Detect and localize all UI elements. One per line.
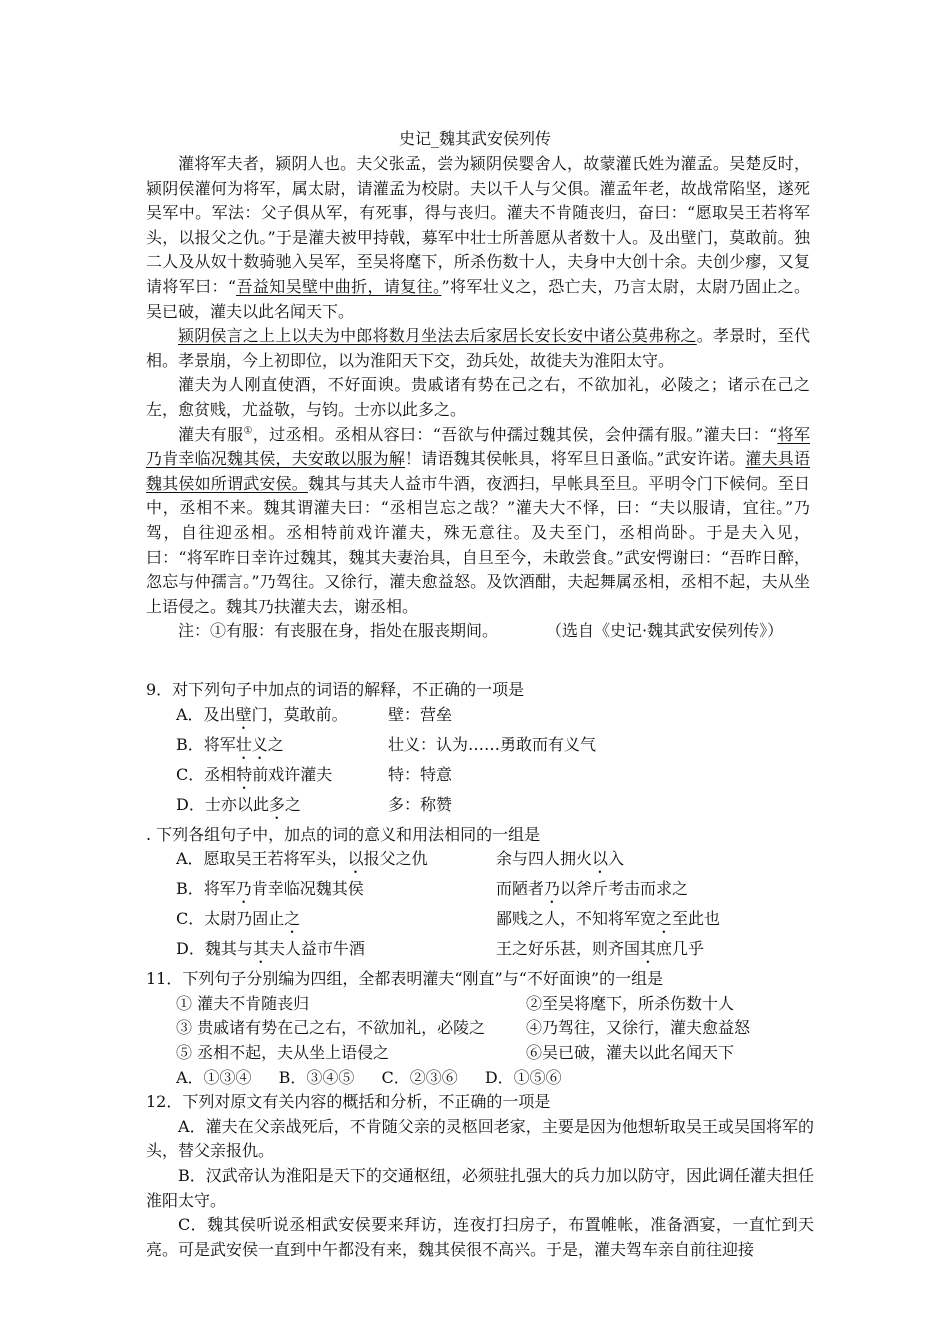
dotted-word: 以: [592, 849, 609, 869]
question-10-option-d: D．魏其与其夫人益市牛酒 王之好乐甚，则齐国其庶几乎: [176, 939, 705, 959]
underlined-sentence: 颍阴侯言之上上以夫为中郎将数月坐法去后家居长安长安中诸公莫弗称之: [178, 326, 697, 346]
questions: [146, 678, 814, 1262]
underlined-sentence: 吾益知吴壁中曲折，请复往。: [236, 276, 442, 296]
question-11-row-2: [146, 1016, 814, 1041]
underlined-sentence: 灌夫具语魏其侯如所谓武安侯。: [146, 449, 810, 493]
question-12-option-b: B．汉武帝认为淮阳是天下的交通枢纽，必须驻扎强大的兵力加以防守，因此调任灌夫担任淮阳太守。: [146, 1165, 814, 1210]
question-11-row-1: [146, 992, 814, 1017]
passage-paragraph-2: 颍阴侯言之上上以夫为中郎将数月坐法去后家居长安长安中诸公莫弗称之。孝景时，至代相。孝景崩，今上初即位，以为淮阳天下交，劲兵处，故徙夫为淮阳太守。: [146, 326, 810, 370]
question-9-option-a: A．及出壁门，莫敢前。 壁：营垒: [146, 703, 814, 733]
dotted-word: 其: [252, 939, 269, 959]
list-item: ⑤ 丞相不起，夫从坐上语侵之: [176, 1042, 390, 1062]
option-gloss: 壁：营垒: [388, 704, 453, 724]
option-gloss: 特：特意: [388, 764, 453, 784]
footnote-marker: ①: [243, 425, 253, 437]
option-gloss: 壮义：认为……勇敢而有义气: [388, 734, 597, 754]
underlined-sentence: 将军乃肯幸临况魏其侯，夫安敢以服为解: [146, 424, 810, 469]
dotted-word: 壁: [235, 704, 252, 724]
question-10-option-b: B．将军乃肯幸临况魏其侯 而陋者乃以斧斤考击而求之: [176, 879, 689, 899]
question-11-stem: 11．下列句子分别编为四组，全都表明灌夫“刚直”与“不好面谀”的一组是: [146, 969, 664, 989]
dotted-word: 特: [236, 764, 253, 784]
dotted-word: 以: [347, 849, 364, 869]
list-item: ④乃驾往，又徐行，灌夫愈益怒: [526, 1018, 751, 1038]
list-item: ②至吴将麾下，所杀伤数十人: [526, 993, 735, 1013]
document-title: 史记_魏其武安侯列传: [398, 129, 551, 148]
passage-paragraph-3: 灌夫为人刚直使酒，不好面谀。贵戚诸有势在己之右，不欲加礼，必陵之；诸示在己之左，愈贫贱，尤益敬，与钧。士亦以此多之。: [146, 375, 810, 419]
question-11-choices: A．①③④ B．③④⑤ C．②③⑥ D．①⑤⑥: [176, 1067, 562, 1087]
dotted-word: 乃: [544, 879, 561, 899]
dotted-word: 之: [656, 909, 673, 929]
passage-note: 注：①有服：有丧服在身，指处在服丧期间。 （选自《史记·魏其武安侯列传》）: [178, 621, 784, 641]
list-item: ① 灌夫不肯随丧归: [176, 993, 310, 1013]
passage: [146, 152, 810, 644]
dotted-word: 多: [268, 794, 285, 814]
question-9-option-c: C．丞相特前戏许灌夫 特：特意: [146, 763, 814, 793]
passage-paragraph-4: 灌夫有服①，过丞相。丞相从容曰：“吾欲与仲孺过魏其侯，会仲孺有服。”灌夫曰：“将军乃肯幸临况魏其侯，夫安敢以服为解！请语魏其侯帐具，将军旦日蚤临。”武安许诺。灌夫具语魏其侯如所谓武安侯。魏其与其夫人益市牛酒，夜洒扫，早帐具至旦。平明令门下候伺。至日中，丞相不来。魏其谓灌夫曰：“丞相岂忘之哉？”灌夫大不怿，曰：“夫以服请，宜往。”乃驾，自往迎丞相。丞相特前戏许灌夫，殊无意往。及夫至门，丞相尚卧。于是夫入见，曰：“将军昨日幸许过魏其，魏其夫妻治具，自旦至今，未敢尝食。”武安愕谢曰：“吾昨日醉，忽忘与仲孺言。”乃驾往。又徐行，灌夫愈益怒。及饮酒酣，夫起舞属丞相，丞相不起，夫从坐上语侵之。魏其乃扶灌夫去，谢丞相。: [146, 424, 810, 616]
dotted-word: 壮义: [235, 734, 268, 754]
question-12-option-c: C．魏其侯听说丞相武安侯要来拜访，连夜打扫房子，布置帷帐，准备酒宴，一直忙到天亮。可是武安侯一直到中午都没有来，魏其侯很不高兴。于是，灌夫驾车亲自前往迎接: [146, 1215, 814, 1259]
dotted-word: 之: [284, 909, 301, 929]
question-9-option-d: D．士亦以此多之 多：称赞: [146, 793, 814, 823]
question-9-option-b: B．将军壮义之 壮义：认为……勇敢而有义气: [146, 733, 814, 763]
question-9-stem: 9．对下列句子中加点的词语的解释，不正确的一项是: [146, 680, 525, 699]
question-12-option-a: A．灌夫在父亲战死后，不肯随父亲的灵柩回老家，主要是因为他想斩取吴王或吴国将军的头，替父亲报仇。: [146, 1116, 814, 1161]
passage-paragraph-1: 灌将军夫者，颍阴人也。夫父张孟，尝为颍阴侯婴舍人，故蒙灌氏姓为灌孟。吴楚反时，颍阴侯灌何为将军，属太尉，请灌孟为校尉。夫以千人与父俱。灌孟年老，故战常陷坚，遂死吴军中。军法：父子俱从军，有死事，得与丧归。灌夫不肯随丧归，奋曰：“愿取吴王若将军头，以报父之仇。”于是灌夫被甲持戟，募军中壮士所善愿从者数十人。及出壁门，莫敢前。独二人及从奴十数骑驰入吴军，至吴将麾下，所杀伤数十人，夫身中大创十余。夫创少瘳，又复请将军曰：“吾益知吴壁中曲折，请复往。”将军壮义之，恐亡夫，乃言太尉，太尉乃固止之。吴已破，灌夫以此名闻天下。: [146, 154, 810, 321]
question-12-stem: 12．下列对原文有关内容的概括和分析，不正确的一项是: [146, 1092, 551, 1112]
question-10-stem: . 下列各组句子中，加点的词的意义和用法相同的一组是: [146, 824, 541, 844]
option-gloss: 多：称赞: [388, 794, 453, 814]
question-10-option-c: C．太尉乃固止之 鄙贱之人，不知将军宽之至此也: [176, 909, 721, 929]
list-item: ⑥吴已破，灌夫以此名闻天下: [526, 1042, 735, 1062]
dotted-word: 乃: [235, 879, 252, 899]
question-11-row-3: [146, 1041, 814, 1066]
question-10-option-a: A．愿取吴王若将军头，以报父之仇 余与四人拥火以入: [176, 849, 625, 869]
dotted-word: 其: [640, 939, 657, 959]
list-item: ③ 贵戚诸有势在己之右，不欲加礼，必陵之: [176, 1018, 486, 1038]
